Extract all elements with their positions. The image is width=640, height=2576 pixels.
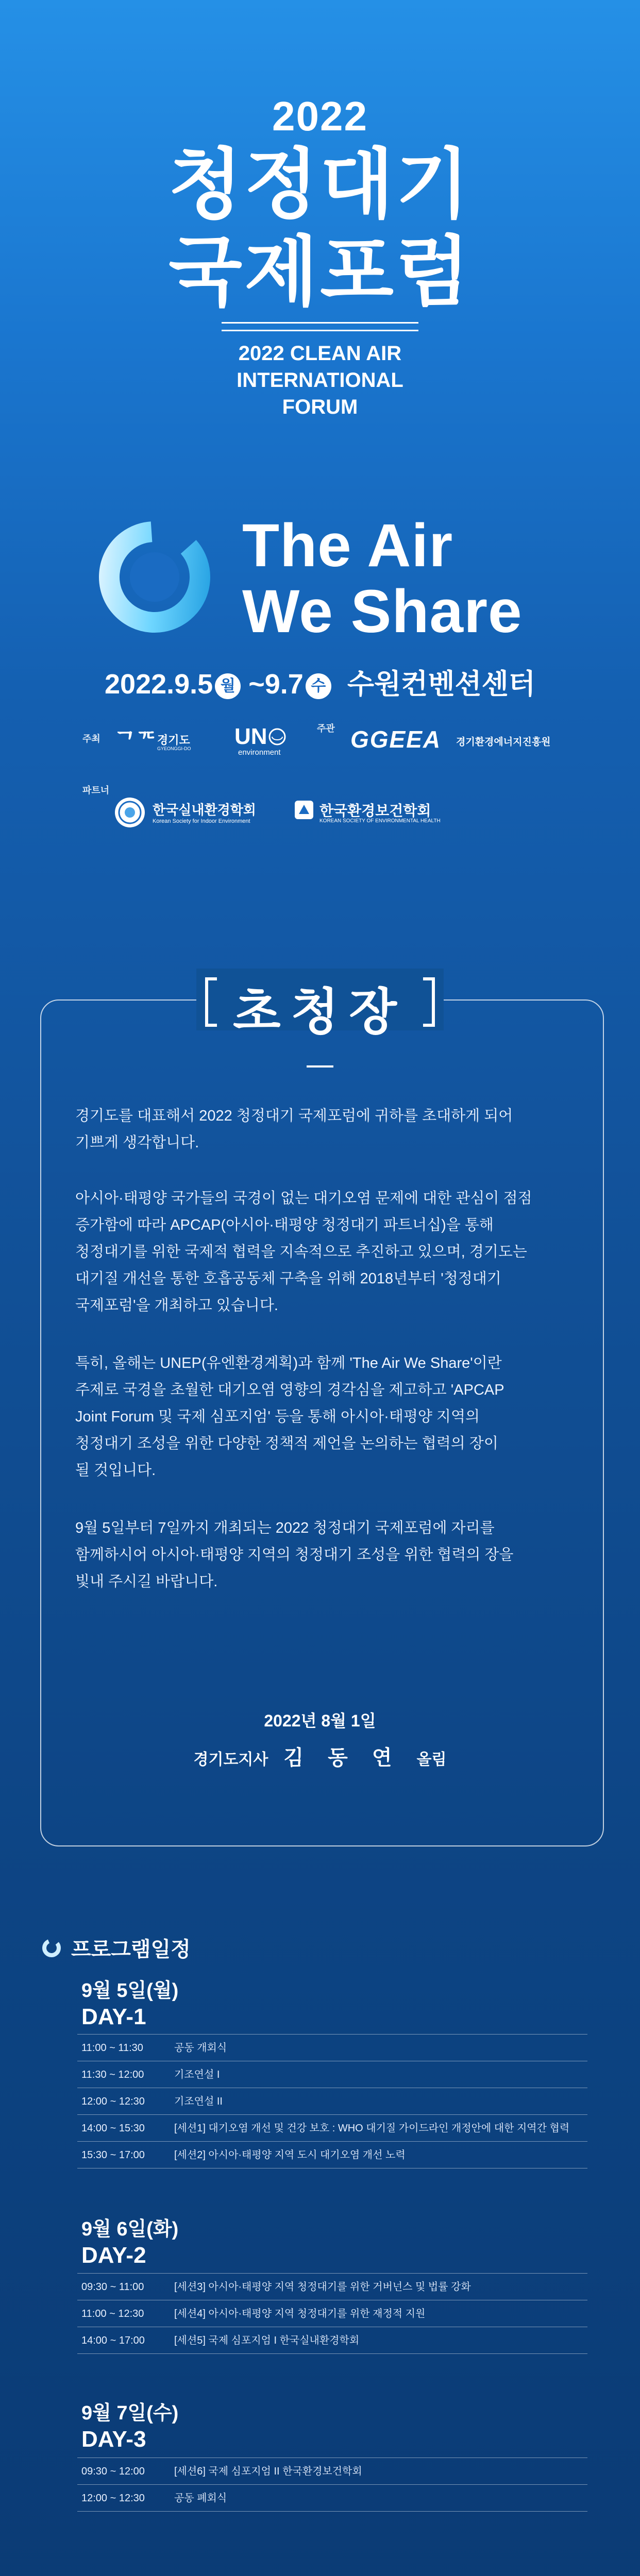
para-line: 청정대기 조성을 위한 다양한 정책적 제언을 논의하는 협력의 장이 <box>75 1435 498 1452</box>
organizer-label: 주관 <box>317 723 335 734</box>
english-title <box>0 340 640 420</box>
program-heading-text: 프로그램일정 <box>71 1938 191 1961</box>
row-desc: 기조연설 I <box>174 2069 220 2080</box>
schedule-row <box>77 2141 587 2168</box>
english-title-line: 2022 CLEAN AIR <box>238 342 402 365</box>
schedule-end-line <box>77 2353 587 2354</box>
host1-sub: GYEONGGI-DO <box>157 746 191 751</box>
para-line: 빛내 주시길 바랍니다. <box>75 1573 218 1590</box>
event-year: 2022 <box>272 93 368 139</box>
schedule-row <box>77 2034 587 2061</box>
date-end-day: 수 <box>306 673 331 699</box>
para-line: 경기도를 대표해서 2022 청정대기 국제포럼에 귀하를 초대하게 되어 <box>75 1108 513 1124</box>
schedule-row <box>77 2327 587 2354</box>
para-line: 될 것입니다. <box>75 1462 156 1479</box>
para-line: 특히, 올해는 UNEP(유엔환경계획)과 함께 'The Air We Share'이란 <box>75 1355 502 1371</box>
signer-suffix: 올림 <box>416 1751 447 1768</box>
english-title-line: INTERNATIONAL <box>237 369 403 392</box>
venue: 수원컨벤션센터 <box>347 669 535 700</box>
host-label: 주최 <box>82 734 100 744</box>
program-heading <box>41 1933 191 1962</box>
day3-date: 9월 7일(수) <box>81 2402 179 2424</box>
day1-date: 9월 5일(월) <box>81 1980 179 2002</box>
unep-globe-icon <box>268 727 287 746</box>
partner-label: 파트너 <box>82 785 110 795</box>
row-time: 11:00 ~ 12:30 <box>81 2308 144 2319</box>
row-time: 11:00 ~ 11:30 <box>81 2042 143 2054</box>
unep-sub: environment <box>238 748 281 757</box>
para-line: 기쁘게 생각합니다. <box>75 1134 199 1151</box>
title-dash <box>307 1065 333 1067</box>
row-desc: [세션3] 아시아·태평양 지역 청정대기를 위한 거버넌스 및 법률 강화 <box>174 2281 471 2293</box>
signature-date: 2022년 8월 1일 <box>264 1711 376 1730</box>
row-desc: [세션1] 대기오염 개선 및 건강 보호 : WHO 대기질 가이드라인 개정안에 대한 지역간 협력 <box>174 2123 570 2134</box>
row-time: 12:00 ~ 12:30 <box>81 2096 145 2107</box>
title-line-1: 청정대기 <box>169 142 471 227</box>
organizer-name: 경기환경에너지진흥원 <box>456 737 551 748</box>
signer-name: 김 동 연 <box>283 1747 401 1769</box>
ring-bullet-icon <box>41 1938 62 1958</box>
row-desc: [세션5] 국제 심포지엄 I 한국실내환경학회 <box>174 2335 360 2346</box>
row-time: 11:30 ~ 12:00 <box>81 2069 144 2080</box>
tagline-line: The Air <box>242 512 453 580</box>
invitation-paragraph-1 <box>75 1103 570 1156</box>
tagline <box>242 513 523 645</box>
row-time: 14:00 ~ 17:00 <box>81 2335 145 2346</box>
forum-ring-logo-icon <box>93 515 216 639</box>
schedule-row <box>77 2088 587 2115</box>
invitation-title: 초청장 <box>232 985 408 1040</box>
row-time: 09:30 ~ 11:00 <box>81 2281 144 2293</box>
row-desc: 공동 폐회식 <box>174 2493 227 2504</box>
row-time: 15:30 ~ 17:00 <box>81 2149 145 2161</box>
row-desc: [세션6] 국제 심포지엄 II 한국환경보건학회 <box>174 2466 362 2477</box>
title-line-2: 국제포럼 <box>169 230 471 315</box>
date-start: 2022.9.5 <box>105 669 213 700</box>
signer-title: 경기도지사 <box>193 1751 268 1768</box>
date-start-day: 월 <box>215 673 241 699</box>
partner2-name: 한국환경보건학회 <box>319 803 431 819</box>
schedule-row <box>77 2484 587 2512</box>
ggeea-logo: GGEEA <box>350 726 442 753</box>
para-line: 주제로 국경을 초월한 대기오염 영향의 경각심을 제고하고 'APCAP <box>75 1382 504 1398</box>
invitation-paragraph-3 <box>75 1350 570 1484</box>
english-title-line: FORUM <box>282 396 358 418</box>
partner1-sub: Korean Society for Indoor Environment <box>153 818 250 824</box>
schedule-row <box>77 2458 587 2485</box>
row-desc: [세션4] 아시아·태평양 지역 청정대기를 위한 재정적 지원 <box>174 2308 426 2319</box>
para-line: 아시아·태평양 국가들의 국경이 없는 대기오염 문제에 대한 관심이 점점 <box>75 1190 532 1207</box>
title-divider <box>222 322 418 331</box>
invitation-paragraph-2 <box>75 1185 570 1319</box>
ksie-seal-icon <box>113 796 146 829</box>
unep-logo: UN <box>234 724 267 749</box>
schedule-row <box>77 2273 587 2300</box>
schedule-row <box>77 2300 587 2327</box>
partner2-sub: KOREAN SOCIETY OF ENVIRONMENTAL HEALTH <box>319 818 441 824</box>
para-line: 청정대기를 위한 국제적 협력을 지속적으로 추진하고 있으며, 경기도는 <box>75 1244 527 1260</box>
signature <box>0 1741 640 1771</box>
schedule-row <box>77 2114 587 2142</box>
schedule-row <box>77 2061 587 2088</box>
para-line: Joint Forum 및 국제 심포지엄' 등을 통해 아시아·태평양 지역의 <box>75 1409 480 1425</box>
kseh-logo-icon <box>294 800 314 820</box>
schedule-end-line <box>77 2511 587 2512</box>
day3-label: DAY-3 <box>81 2427 146 2452</box>
row-time: 14:00 ~ 15:30 <box>81 2123 145 2134</box>
para-line: 증가함에 따라 APCAP(아시아·태평양 청정대기 파트너십)을 통해 <box>75 1217 494 1233</box>
para-line: 함께하시어 아시아·태평양 지역의 청정대기 조성을 위한 협력의 장을 <box>75 1547 514 1563</box>
row-desc: [세션2] 아시아·태평양 지역 도시 대기오염 개선 노력 <box>174 2149 406 2161</box>
row-time: 09:30 ~ 12:00 <box>81 2466 145 2477</box>
invitation-paragraph-4 <box>75 1515 570 1595</box>
event-date-venue <box>0 662 640 702</box>
para-line: 국제포럼'을 개최하고 있습니다. <box>75 1297 278 1314</box>
partner1-name: 한국실내환경학회 <box>153 802 256 818</box>
para-line: 9월 5일부터 7일까지 개최되는 2022 청정대기 국제포럼에 자리를 <box>75 1520 495 1536</box>
para-line: 대기질 개선을 통한 호흡공동체 구축을 위해 2018년부터 '청정대기 <box>75 1270 501 1287</box>
date-end: ~9.7 <box>248 669 304 700</box>
tagline-line: We Share <box>242 578 523 646</box>
day2-label: DAY-2 <box>81 2243 146 2268</box>
gyeonggi-logo-icon: ᄀᄀᄃ <box>113 729 157 756</box>
row-time: 12:00 ~ 12:30 <box>81 2493 145 2504</box>
host1-name: 경기도 <box>157 734 190 747</box>
day1-label: DAY-1 <box>81 2004 146 2029</box>
row-desc: 공동 개회식 <box>174 2042 227 2054</box>
row-desc: 기조연설 II <box>174 2096 223 2107</box>
day2-date: 9월 6일(화) <box>81 2218 179 2240</box>
